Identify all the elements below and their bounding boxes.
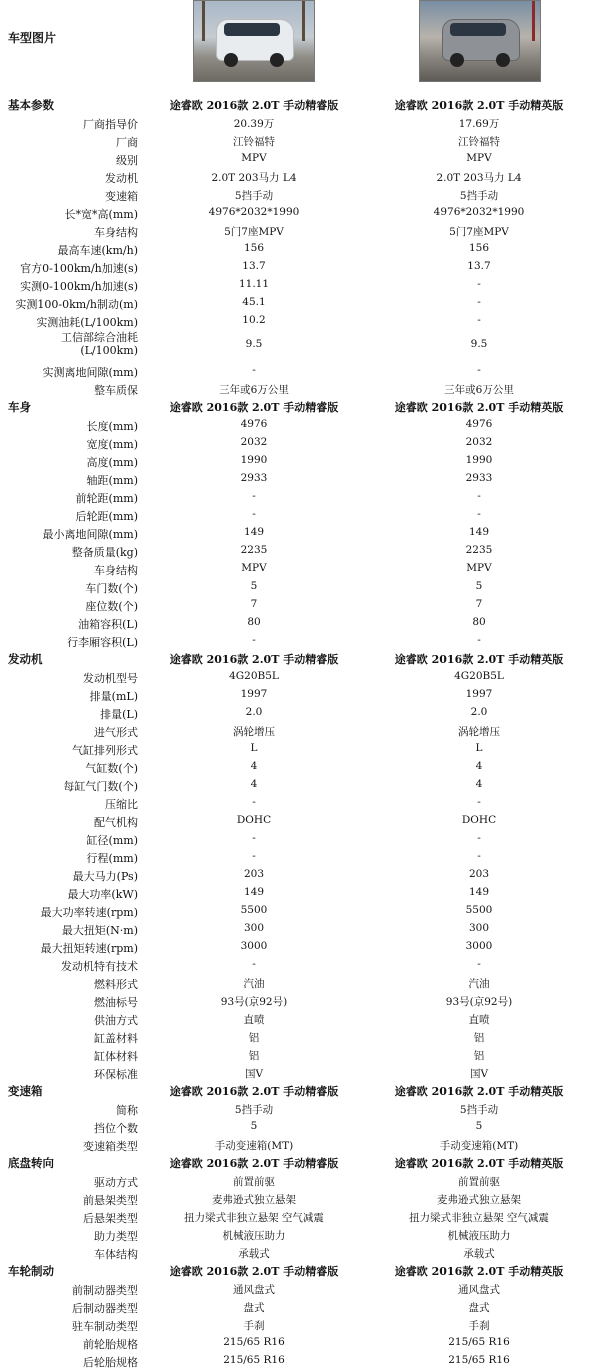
spec-value-2: - xyxy=(477,634,481,646)
spec-row xyxy=(0,793,600,811)
spec-value-2: 149 xyxy=(468,526,490,538)
model-header-1: 途睿欧 2016款 2.0T 手动精睿版 xyxy=(169,1085,339,1098)
spec-value-2: MPV xyxy=(466,152,492,164)
spec-label: 后轮胎规格 xyxy=(83,1356,138,1369)
spec-row xyxy=(0,1117,600,1135)
spec-value-2: - xyxy=(477,364,481,376)
spec-row xyxy=(0,203,600,221)
car-photo-2 xyxy=(419,0,541,82)
spec-row xyxy=(0,275,600,293)
spec-label: 实测0-100km/h加速(s) xyxy=(20,280,138,293)
spec-label: 驱动方式 xyxy=(94,1176,138,1189)
spec-value-2: 前置前驱 xyxy=(458,1176,500,1188)
spec-value-2: 手刹 xyxy=(468,1320,490,1332)
spec-label: 前轮距(mm) xyxy=(75,492,138,505)
spec-label: 后悬架类型 xyxy=(83,1212,138,1225)
spec-row xyxy=(0,1189,600,1207)
section-title: 基本参数 xyxy=(8,98,54,112)
spec-value-1: 前置前驱 xyxy=(233,1176,275,1188)
spec-row xyxy=(0,847,600,865)
spec-row xyxy=(0,523,600,541)
spec-label: 燃料形式 xyxy=(94,978,138,991)
spec-value-1: 铝 xyxy=(248,1032,260,1044)
spec-label: 实测离地间隙(mm) xyxy=(42,366,138,379)
spec-value-1: 通风盘式 xyxy=(233,1284,275,1296)
spec-value-1: 203 xyxy=(243,868,265,880)
spec-label: 每缸气门数(个) xyxy=(63,780,138,793)
spec-value-2: 5挡手动 xyxy=(459,190,499,202)
spec-value-1: 149 xyxy=(243,526,265,538)
spec-value-1: 2933 xyxy=(240,472,268,484)
spec-row xyxy=(0,257,600,275)
spec-row xyxy=(0,577,600,595)
spec-value-1: 93号(京92号) xyxy=(220,996,288,1008)
spec-row xyxy=(0,1315,600,1333)
spec-row xyxy=(0,1063,600,1081)
spec-label: 厂商 xyxy=(116,136,138,149)
spec-value-1: 铝 xyxy=(248,1050,260,1062)
spec-label: 排量(L) xyxy=(100,708,138,721)
spec-value-1: DOHC xyxy=(236,814,272,826)
spec-label: 发动机型号 xyxy=(83,672,138,685)
spec-value-1: 江铃福特 xyxy=(233,136,275,148)
spec-label: 发动机 xyxy=(105,172,138,185)
spec-value-2: 3000 xyxy=(465,940,493,952)
spec-value-1: 机械液压助力 xyxy=(222,1230,286,1242)
spec-value-1: 5门7座MPV xyxy=(224,226,284,238)
spec-value-1: - xyxy=(252,490,256,502)
spec-row xyxy=(0,1297,600,1315)
section-title: 车身 xyxy=(8,400,31,414)
spec-row xyxy=(0,811,600,829)
spec-value-1: 45.1 xyxy=(242,296,266,308)
spec-row xyxy=(0,469,600,487)
spec-row xyxy=(0,113,600,131)
spec-value-2: 涡轮增压 xyxy=(458,726,500,738)
spec-row xyxy=(0,1351,600,1369)
spec-label: 车门数(个) xyxy=(85,582,138,595)
spec-value-1: - xyxy=(252,850,256,862)
spec-value-1: 国V xyxy=(244,1068,264,1080)
spec-row xyxy=(0,167,600,185)
section-header-row xyxy=(0,1081,600,1099)
spec-row xyxy=(0,487,600,505)
spec-row xyxy=(0,559,600,577)
spec-value-2: - xyxy=(477,490,481,502)
spec-label: 级别 xyxy=(116,154,138,167)
spec-value-1: - xyxy=(252,796,256,808)
spec-label: 整备质量(kg) xyxy=(71,546,138,559)
spec-value-1: 156 xyxy=(243,242,265,254)
spec-value-1: 扭力梁式非独立悬架 空气减震 xyxy=(184,1212,324,1224)
spec-value-1: 9.5 xyxy=(245,338,263,350)
spec-label: 缸径(mm) xyxy=(86,834,138,847)
spec-row xyxy=(0,311,600,329)
section-title: 发动机 xyxy=(8,652,43,666)
spec-value-1: 10.2 xyxy=(242,314,266,326)
spec-value-1: 4976 xyxy=(240,418,268,430)
spec-label: 最小离地间隙(mm) xyxy=(42,528,138,541)
spec-value-2: 2235 xyxy=(465,544,493,556)
spec-value-2: 149 xyxy=(468,886,490,898)
spec-value-1: 5500 xyxy=(240,904,268,916)
spec-label: 后轮距(mm) xyxy=(75,510,138,523)
section-title: 变速箱 xyxy=(8,1084,43,1098)
spec-value-2: 4976*2032*1990 xyxy=(433,206,525,218)
spec-value-2: 铝 xyxy=(473,1032,485,1044)
spec-value-2: 5挡手动 xyxy=(459,1104,499,1116)
spec-value-2: 盘式 xyxy=(468,1302,490,1314)
spec-row xyxy=(0,1045,600,1063)
spec-row xyxy=(0,1099,600,1117)
spec-label: 整车质保 xyxy=(94,384,138,397)
spec-row xyxy=(0,721,600,739)
spec-value-1: 300 xyxy=(243,922,265,934)
spec-value-1: 2235 xyxy=(240,544,268,556)
spec-value-2: MPV xyxy=(466,562,492,574)
spec-row xyxy=(0,973,600,991)
spec-label: 配气机构 xyxy=(94,816,138,829)
spec-label: 进气形式 xyxy=(94,726,138,739)
spec-value-2: 汽油 xyxy=(468,978,490,990)
spec-value-1: - xyxy=(252,958,256,970)
spec-label: 轴距(mm) xyxy=(86,474,138,487)
spec-label: 变速箱类型 xyxy=(83,1140,138,1153)
spec-value-1: 7 xyxy=(250,598,258,610)
spec-value-2: 三年或6万公里 xyxy=(444,384,514,396)
spec-value-1: 20.39万 xyxy=(233,118,275,130)
section-title: 底盘转向 xyxy=(8,1156,54,1170)
spec-value-2: DOHC xyxy=(461,814,497,826)
spec-label: 长*宽*高(mm) xyxy=(64,208,138,221)
spec-value-1: 直喷 xyxy=(243,1014,265,1026)
spec-row xyxy=(0,131,600,149)
spec-value-1: 5挡手动 xyxy=(234,190,274,202)
spec-value-2: 17.69万 xyxy=(458,118,500,130)
photo-label: 车型图片 xyxy=(8,31,57,45)
model-header-2: 途睿欧 2016款 2.0T 手动精英版 xyxy=(394,99,564,112)
spec-label: 简称 xyxy=(116,1104,138,1117)
spec-label: 车身结构 xyxy=(94,226,138,239)
spec-row xyxy=(0,1135,600,1153)
spec-row xyxy=(0,775,600,793)
spec-row xyxy=(0,451,600,469)
spec-row xyxy=(0,185,600,203)
spec-value-1: 215/65 R16 xyxy=(223,1354,285,1366)
spec-value-2: L xyxy=(475,742,483,754)
spec-value-2: 80 xyxy=(472,616,486,628)
spec-row xyxy=(0,239,600,257)
spec-row xyxy=(0,379,600,397)
spec-row xyxy=(0,1207,600,1225)
spec-value-2: - xyxy=(477,314,481,326)
spec-label: 后制动器类型 xyxy=(72,1302,138,1315)
spec-value-2: 2933 xyxy=(465,472,493,484)
spec-row xyxy=(0,221,600,239)
spec-label: 车身结构 xyxy=(94,564,138,577)
section-header-row xyxy=(0,95,600,113)
spec-value-2: 直喷 xyxy=(468,1014,490,1026)
spec-row xyxy=(0,595,600,613)
model-header-2: 途睿欧 2016款 2.0T 手动精英版 xyxy=(394,1265,564,1278)
spec-value-1: 1990 xyxy=(240,454,268,466)
spec-row xyxy=(0,1009,600,1027)
spec-value-2: 4G20B5L xyxy=(454,670,504,682)
section-title: 车轮制动 xyxy=(8,1264,54,1278)
spec-value-1: 4 xyxy=(250,760,258,772)
spec-label: 缸盖材料 xyxy=(94,1032,138,1045)
spec-value-1: 承载式 xyxy=(238,1248,270,1260)
spec-value-1: L xyxy=(250,742,258,754)
spec-value-1: 盘式 xyxy=(243,1302,265,1314)
spec-row xyxy=(0,415,600,433)
spec-label: 行李厢容积(L) xyxy=(67,636,138,649)
spec-value-1: - xyxy=(252,634,256,646)
spec-value-2: 300 xyxy=(468,922,490,934)
spec-value-2: - xyxy=(477,296,481,308)
section-header-row xyxy=(0,397,600,415)
spec-label: 行程(mm) xyxy=(86,852,138,865)
spec-label: 最大扭矩转速(rpm) xyxy=(40,942,138,955)
spec-value-1: 3000 xyxy=(240,940,268,952)
spec-row xyxy=(0,1333,600,1351)
spec-value-2: 156 xyxy=(468,242,490,254)
spec-label: 车体结构 xyxy=(94,1248,138,1261)
spec-row xyxy=(0,937,600,955)
spec-label: 供油方式 xyxy=(94,1014,138,1027)
model-header-1: 途睿欧 2016款 2.0T 手动精睿版 xyxy=(169,99,339,112)
spec-value-2: - xyxy=(477,832,481,844)
section-header-row xyxy=(0,1153,600,1171)
spec-value-2: 4 xyxy=(475,778,483,790)
spec-value-1: 13.7 xyxy=(242,260,266,272)
spec-value-2: - xyxy=(477,850,481,862)
spec-row xyxy=(0,865,600,883)
spec-value-1: 2.0 xyxy=(245,706,263,718)
spec-label: 气缸数(个) xyxy=(85,762,138,775)
spec-row xyxy=(0,1225,600,1243)
spec-label: 环保标准 xyxy=(94,1068,138,1081)
spec-label: 助力类型 xyxy=(94,1230,138,1243)
spec-label: 工信部综合油耗(L/100km) xyxy=(61,331,138,357)
spec-value-2: 215/65 R16 xyxy=(448,1354,510,1366)
spec-value-1: 80 xyxy=(247,616,261,628)
spec-label: 前悬架类型 xyxy=(83,1194,138,1207)
spec-value-2: - xyxy=(477,958,481,970)
spec-label: 官方0-100km/h加速(s) xyxy=(20,262,138,275)
spec-label: 最大功率转速(rpm) xyxy=(40,906,138,919)
spec-label: 气缸排列形式 xyxy=(72,744,138,757)
spec-label: 宽度(mm) xyxy=(86,438,138,451)
spec-label: 燃油标号 xyxy=(94,996,138,1009)
spec-row xyxy=(0,329,600,361)
spec-value-1: 涡轮增压 xyxy=(233,726,275,738)
spec-row xyxy=(0,1279,600,1297)
spec-row xyxy=(0,829,600,847)
spec-value-1: 4 xyxy=(250,778,258,790)
spec-value-2: 1997 xyxy=(465,688,493,700)
spec-value-1: 4976*2032*1990 xyxy=(208,206,300,218)
spec-value-2: 铝 xyxy=(473,1050,485,1062)
spec-value-2: - xyxy=(477,796,481,808)
spec-row xyxy=(0,433,600,451)
spec-value-2: 承载式 xyxy=(463,1248,495,1260)
spec-label: 最大功率(kW) xyxy=(67,888,138,901)
spec-row xyxy=(0,631,600,649)
model-header-1: 途睿欧 2016款 2.0T 手动精睿版 xyxy=(169,1157,339,1170)
spec-label: 高度(mm) xyxy=(86,456,138,469)
spec-label: 长度(mm) xyxy=(86,420,138,433)
spec-value-1: 5 xyxy=(250,1120,258,1132)
spec-value-2: 2.0 xyxy=(470,706,488,718)
spec-row xyxy=(0,613,600,631)
spec-label: 发动机特有技术 xyxy=(61,960,138,973)
spec-value-2: 9.5 xyxy=(470,338,488,350)
spec-row xyxy=(0,1171,600,1189)
spec-value-1: 11.11 xyxy=(238,278,270,290)
model-header-1: 途睿欧 2016款 2.0T 手动精睿版 xyxy=(169,653,339,666)
spec-value-1: 215/65 R16 xyxy=(223,1336,285,1348)
spec-label: 变速箱 xyxy=(105,190,138,203)
spec-row xyxy=(0,757,600,775)
spec-value-1: 麦弗逊式独立悬架 xyxy=(212,1194,296,1206)
spec-row xyxy=(0,991,600,1009)
spec-label: 实测油耗(L/100km) xyxy=(36,316,138,329)
spec-value-2: - xyxy=(477,508,481,520)
spec-row xyxy=(0,685,600,703)
spec-value-2: 麦弗逊式独立悬架 xyxy=(437,1194,521,1206)
car-photo-row xyxy=(0,0,600,92)
model-header-2: 途睿欧 2016款 2.0T 手动精英版 xyxy=(394,653,564,666)
spec-label: 最大扭矩(N·m) xyxy=(61,924,138,937)
model-header-2: 途睿欧 2016款 2.0T 手动精英版 xyxy=(394,1085,564,1098)
spec-value-2: 通风盘式 xyxy=(458,1284,500,1296)
spec-value-2: 1990 xyxy=(465,454,493,466)
model-header-1: 途睿欧 2016款 2.0T 手动精睿版 xyxy=(169,401,339,414)
spec-label: 座位数(个) xyxy=(85,600,138,613)
spec-value-1: 三年或6万公里 xyxy=(219,384,289,396)
spec-row xyxy=(0,901,600,919)
model-header-2: 途睿欧 2016款 2.0T 手动精英版 xyxy=(394,1157,564,1170)
spec-row xyxy=(0,883,600,901)
spec-value-2: 扭力梁式非独立悬架 空气减震 xyxy=(409,1212,549,1224)
spec-value-1: 2032 xyxy=(240,436,268,448)
spec-value-1: 5挡手动 xyxy=(234,1104,274,1116)
spec-row xyxy=(0,955,600,973)
spec-label: 最大马力(Ps) xyxy=(72,870,138,883)
spec-value-2: 机械液压助力 xyxy=(447,1230,511,1242)
spec-value-2: 2.0T 203马力 L4 xyxy=(436,172,522,184)
spec-value-1: 2.0T 203马力 L4 xyxy=(211,172,297,184)
spec-row xyxy=(0,703,600,721)
spec-label: 前制动器类型 xyxy=(72,1284,138,1297)
spec-value-1: MPV xyxy=(241,562,267,574)
spec-value-1: 5 xyxy=(250,580,258,592)
spec-row xyxy=(0,361,600,379)
model-header-1: 途睿欧 2016款 2.0T 手动精睿版 xyxy=(169,1265,339,1278)
spec-label: 排量(mL) xyxy=(89,690,138,703)
spec-value-1: 1997 xyxy=(240,688,268,700)
spec-value-2: 215/65 R16 xyxy=(448,1336,510,1348)
spec-value-2: 7 xyxy=(475,598,483,610)
spec-value-2: 203 xyxy=(468,868,490,880)
spec-value-2: 5 xyxy=(475,580,483,592)
spec-value-1: 汽油 xyxy=(243,978,265,990)
spec-label: 实测100-0km/h制动(m) xyxy=(15,298,138,311)
spec-value-1: - xyxy=(252,364,256,376)
spec-label: 驻车制动类型 xyxy=(72,1320,138,1333)
spec-value-2: 2032 xyxy=(465,436,493,448)
spec-value-1: 4G20B5L xyxy=(229,670,279,682)
spec-row xyxy=(0,505,600,523)
spec-label: 油箱容积(L) xyxy=(78,618,138,631)
spec-value-2: 5 xyxy=(475,1120,483,1132)
spec-value-2: 4976 xyxy=(465,418,493,430)
spec-value-2: 4 xyxy=(475,760,483,772)
spec-row xyxy=(0,1243,600,1261)
spec-row xyxy=(0,293,600,311)
spec-value-2: 手动变速箱(MT) xyxy=(439,1140,519,1152)
spec-value-1: 手刹 xyxy=(243,1320,265,1332)
spec-row xyxy=(0,149,600,167)
spec-value-1: 手动变速箱(MT) xyxy=(214,1140,294,1152)
spec-value-2: 93号(京92号) xyxy=(445,996,513,1008)
spec-row xyxy=(0,667,600,685)
spec-label: 前轮胎规格 xyxy=(83,1338,138,1351)
spec-row xyxy=(0,1027,600,1045)
spec-value-2: 5500 xyxy=(465,904,493,916)
spec-label: 压缩比 xyxy=(105,798,138,811)
spec-value-2: - xyxy=(477,278,481,290)
spec-label: 缸体材料 xyxy=(94,1050,138,1063)
section-header-row xyxy=(0,1261,600,1279)
spec-value-2: 13.7 xyxy=(467,260,491,272)
spec-row xyxy=(0,541,600,559)
spec-value-2: 5门7座MPV xyxy=(449,226,509,238)
section-header-row xyxy=(0,649,600,667)
spec-value-2: 国V xyxy=(469,1068,489,1080)
spec-value-2: 江铃福特 xyxy=(458,136,500,148)
spec-row xyxy=(0,739,600,757)
spec-row xyxy=(0,919,600,937)
spec-label: 厂商指导价 xyxy=(83,118,138,131)
model-header-2: 途睿欧 2016款 2.0T 手动精英版 xyxy=(394,401,564,414)
spec-label: 挡位个数 xyxy=(94,1122,138,1135)
spec-label: 最高车速(km/h) xyxy=(57,244,138,257)
car-photo-1 xyxy=(193,0,315,82)
spec-value-1: 149 xyxy=(243,886,265,898)
spec-value-1: - xyxy=(252,832,256,844)
spec-value-1: - xyxy=(252,508,256,520)
spec-value-1: MPV xyxy=(241,152,267,164)
